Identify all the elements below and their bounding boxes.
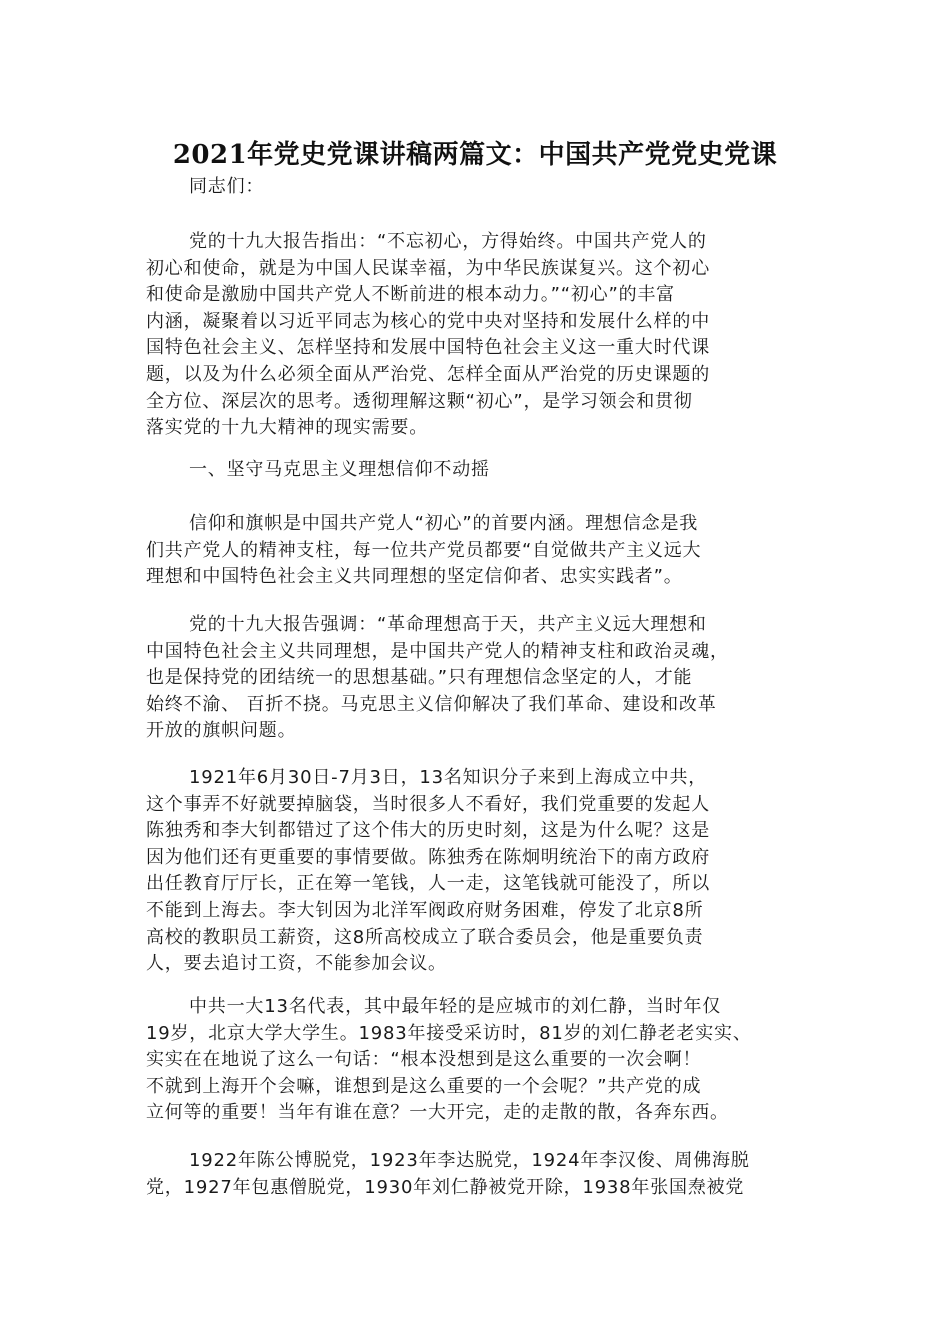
paragraph-line: 题，以及为什么必须全面从严治党、怎样全面从严治党的历史课题的 bbox=[146, 363, 710, 385]
paragraph-line: 内涵，凝聚着以习近平同志为核心的党中央对坚持和发展什么样的中 bbox=[146, 310, 710, 332]
paragraph-line: 们共产党人的精神支柱，每一位共产党员都要“自觉做共产主义远大 bbox=[146, 539, 702, 561]
section-heading bbox=[146, 457, 810, 484]
paragraph-line: 理想和中国特色社会主义共同理想的坚定信仰者、忠实实践者”。 bbox=[146, 566, 683, 588]
paragraph-line: 落实党的十九大精神的现实需要。 bbox=[146, 417, 428, 439]
section-heading-text: 一、坚守马克思主义理想信仰不动摇 bbox=[189, 459, 490, 480]
paragraph-line: 开放的旗帜问题。 bbox=[146, 720, 297, 742]
paragraph-line: 不能到上海去。李大钊因为北洋军阀政府财务困难，停发了北京8所 bbox=[146, 899, 704, 921]
paragraph-line: 国特色社会主义、怎样坚持和发展中国特色社会主义这一重大时代课 bbox=[146, 337, 710, 359]
paragraph-line: 出任教育厅厅长，正在筹一笔钱，人一走，这笔钱就可能没了，所以 bbox=[146, 873, 710, 895]
paragraph-line: 全方位、深层次的思考。透彻理解这颗“初心”，是学习领会和贯彻 bbox=[146, 390, 693, 412]
paragraph-line: 信仰和旗帜是中国共产党人“初心”的首要内涵。理想信念是我 bbox=[189, 513, 699, 534]
paragraph-line: 这个事弄不好就要掉脑袋，当时很多人不看好，我们党重要的发起人 bbox=[146, 793, 710, 815]
paragraph-line: 初心和使命，就是为中国人民谋幸福，为中华民族谋复兴。这个初心 bbox=[146, 257, 710, 279]
paragraph-line: 也是保持党的团结统一的思想基础。”只有理想信念坚定的人，才能 bbox=[146, 667, 693, 689]
paragraph-line: 实实在在地说了这么一句话：“根本没想到是这么重要的一次会啊！ bbox=[146, 1049, 702, 1071]
paragraph-1 bbox=[146, 229, 810, 442]
paragraph-3 bbox=[146, 511, 810, 591]
paragraph-line: 人，要去追讨工资，不能参加会议。 bbox=[146, 953, 447, 975]
paragraph-line: 党的十九大报告强调：“革命理想高于天，共产主义远大理想和 bbox=[189, 614, 707, 635]
paragraph-line: 和使命是激励中国共产党人不断前进的根本动力。”“初心”的丰富 bbox=[146, 284, 675, 306]
document-title: 2021年党史党课讲稿两篇文：中国共产党党史党课 bbox=[172, 140, 778, 170]
paragraph-line: 党，1927年包惠僧脱党，1930年刘仁静被党开除，1938年张国焘被党 bbox=[146, 1176, 745, 1198]
paragraph-line: 中国特色社会主义共同理想，是中国共产党人的精神支柱和政治灵魂， bbox=[146, 640, 729, 662]
paragraph-line: 立何等的重要！当年有谁在意？一大开完，走的走散的散，各奔东西。 bbox=[146, 1102, 729, 1124]
paragraph-5 bbox=[146, 765, 810, 978]
paragraph-line: 19岁，北京大学大学生。1983年接受采访时，81岁的刘仁静老老实实、 bbox=[146, 1022, 752, 1044]
paragraph-line: 因为他们还有更重要的事情要做。陈独秀在陈炯明统治下的南方政府 bbox=[146, 846, 710, 868]
paragraph-line: 1922年陈公博脱党，1923年李达脱党，1924年李汉俊、周佛海脱 bbox=[189, 1150, 750, 1171]
paragraph-line: 始终不渝、 百折不挠。马克思主义信仰解决了我们革命、建设和改革 bbox=[146, 693, 717, 715]
paragraph-line: 中共一大13名代表，其中最年轻的是应城市的刘仁静，当时年仅 bbox=[189, 996, 722, 1017]
paragraph-line: 党的十九大报告指出：“不忘初心，方得始终。中国共产党人的 bbox=[189, 231, 707, 252]
paragraph-line: 不就到上海开个会嘛，谁想到是这么重要的一个会呢？”共产党的成 bbox=[146, 1075, 702, 1097]
paragraph-6 bbox=[146, 994, 810, 1127]
paragraph-line: 陈独秀和李大钊都错过了这个伟大的历史时刻，这是为什么呢？这是 bbox=[146, 820, 710, 842]
paragraph-4 bbox=[146, 612, 810, 745]
paragraph-line: 高校的教职员工薪资，这8所高校成立了联合委员会，他是重要负责 bbox=[146, 926, 704, 948]
paragraph-7 bbox=[146, 1148, 810, 1201]
salutation bbox=[146, 174, 810, 201]
paragraph-line: 1921年6月30日-7月3日，13名知识分子来到上海成立中共， bbox=[189, 767, 708, 788]
salutation-text: 同志们： bbox=[189, 176, 265, 197]
